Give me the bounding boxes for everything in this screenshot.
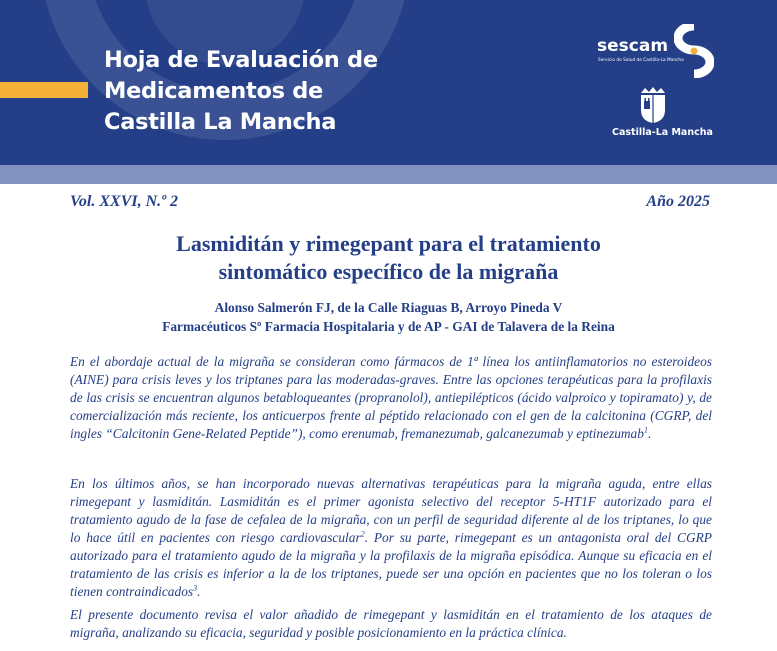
divider-stripe <box>0 165 777 184</box>
region-label: Castilla-La Mancha <box>612 127 713 138</box>
authors: Alonso Salmerón FJ, de la Calle Riaguas B, Arroyo Pineda V <box>214 300 563 315</box>
header-banner <box>0 0 777 165</box>
publication-title-line-2: Medicamentos de <box>104 78 324 104</box>
reference-2: 2 <box>360 529 365 539</box>
article-title-line-2: sintomático específico de la migraña <box>218 259 559 284</box>
publication-title-line-1: Hoja de Evaluación de <box>104 47 378 73</box>
paragraph-scope <box>70 606 712 642</box>
castilla-la-mancha-crest-icon <box>638 86 668 124</box>
volume-label: Vol. XXVI, N.º 2 <box>70 193 178 210</box>
accent-bar <box>0 82 88 98</box>
paragraph-intro-text: En el abordaje actual de la migraña se consideran como fármacos de 1ª línea los antiinflamatorios no esteroideos (AINE) para crisis leves y los triptanes para las moderadas-graves. Entre las opciones terapéuticas para la profilaxis de las crisis se encuentran algunos betabloqueantes (propranolol), antiepilépticos (ácido valproico y topiramato) y, de comercialización más reciente, los anticuerpos frente al péptido relacionado con el gen de la calcitonina (CGRP, del ingles “Calcitonin Gene-Related Peptide”), como erenumab, fremanezumab, galcanezumab y eptinezumab <box>70 354 712 441</box>
reference-1: 1 <box>643 425 648 435</box>
year-label: Año 2025 <box>646 193 710 210</box>
paragraph-new-alternatives-text-b: . Por su parte, rimegepant es un antagonista oral del CGRP autorizado para el tratamiento agudo de la migraña y la profilaxis de la migraña episódica. Aunque su eficacia en el tratamiento de las crisis es inferior a la de los triptanes, puede ser una opción en pacientes que no los toleran o los tienen contraindicados <box>70 530 712 599</box>
affiliation: Farmacéuticos Sº Farmacia Hospitalaria y de AP - GAI de Talavera de la Reina <box>162 319 615 334</box>
paragraph-new-alternatives: En los últimos años, se han incorporado nuevas alternativas terapéuticas para la migraña aguda, entre ellas rimegepant y lasmiditán. Lasmiditán es el primer agonista selectivo del receptor 5-HT1F autorizado para el tratamiento agudo de la fase de cefalea de la migraña, con un perfil de seguridad diferente al de los triptanes, lo que lo hace útil en pacientes con riesgo cardiovascular$^2$. Por su parte, rimegepant es un antagonista oral del CGRP autorizado para el tratamiento agudo de la migraña y la profilaxis de la migraña episódica. Aunque su eficacia en el tratamiento de las crisis es inferior a la de los triptanes, puede ser una opción en pacientes que no los toleran o los tienen contraindicados$^3$. <box>70 476 712 599</box>
paragraph-scope-text: El presente documento revisa el valor añadido de rimegepant y lasmiditán en el tratamiento de los ataques de migraña, analizando su eficacia, seguridad y posible posicionamiento en la práctica clínica. <box>70 607 712 640</box>
publication-title-line-3: Castilla La Mancha <box>104 109 337 135</box>
sescam-name: sescam <box>597 36 669 56</box>
sescam-subtitle: Servicio de Salud de Castilla-La Mancha <box>598 58 684 63</box>
reference-3: 3 <box>193 583 198 593</box>
paragraph-new-alternatives-text-a: En los últimos años, se han incorporado nuevas alternativas terapéuticas para la migraña aguda, entre ellas rimegepant y lasmiditán. Lasmiditán es el primer agonista selectivo del receptor 5-HT1F autorizado para el tratamiento agudo de la fase de cefalea de la migraña, con un perfil de seguridad diferente al de los triptanes, lo que lo hace útil en pacientes con riesgo cardiovascular <box>70 476 712 545</box>
sescam-logo-icon <box>674 24 714 78</box>
paragraph-intro: En el abordaje actual de la migraña se consideran como fármacos de 1ª línea los antiinflamatorios no esteroideos (AINE) para crisis leves y los triptanes para las moderadas-graves. Entre las opciones terapéuticas para la profilaxis de las crisis se encuentran algunos betabloqueantes (propranolol), antiepilépticos (ácido valproico y topiramato) y, de comercialización más reciente, los anticuerpos frente al péptido relacionado con el gen de la calcitonina (CGRP, del ingles “Calcitonin Gene-Related Peptide”), como erenumab, fremanezumab, galcanezumab y eptinezumab$^1$. <box>70 354 712 441</box>
article-title-line-1: Lasmiditán y rimegepant para el tratamiento <box>176 231 601 256</box>
